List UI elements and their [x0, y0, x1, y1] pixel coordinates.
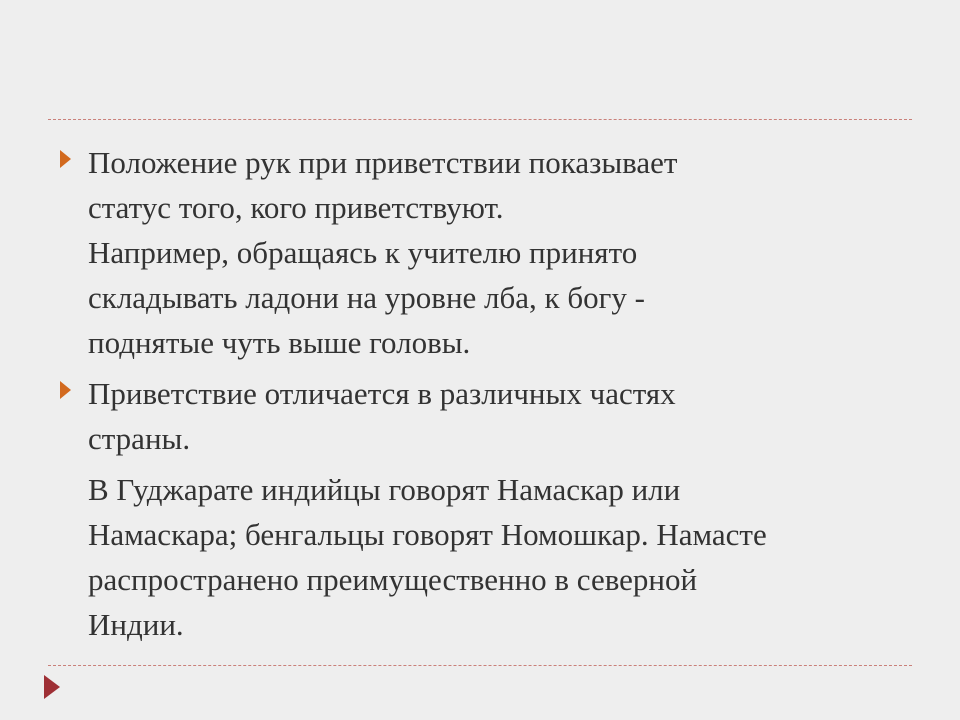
top-divider: [48, 119, 912, 120]
text-line: поднятые чуть выше головы.: [88, 325, 471, 360]
bullet-item-2: [60, 371, 910, 461]
text-line: Приветствие отличается в различных частях: [88, 376, 676, 411]
bullet-item-1: [60, 140, 910, 365]
bottom-divider: [48, 665, 912, 666]
text-line: Например, обращаясь к учителю принято: [88, 235, 638, 270]
triangle-right-icon: [60, 381, 71, 399]
text-line: Намаскара; бенгальцы говорят Номошкар. Намасте: [88, 517, 767, 552]
text-line: Индии.: [88, 607, 184, 642]
text-line: распространено преимущественно в северной: [88, 562, 698, 597]
text-line: складывать ладони на уровне лба, к богу -: [88, 280, 645, 315]
text-line: Положение рук при приветствии показывает: [88, 145, 678, 180]
text-line: статус того, кого приветствуют.: [88, 190, 504, 225]
next-slide-arrow-icon[interactable]: [44, 675, 60, 699]
triangle-right-icon: [60, 150, 71, 168]
text-line: В Гуджарате индийцы говорят Намаскар или: [88, 472, 681, 507]
text-line: страны.: [88, 421, 191, 456]
slide-body: [60, 140, 910, 647]
paragraph-indented: [60, 467, 910, 647]
